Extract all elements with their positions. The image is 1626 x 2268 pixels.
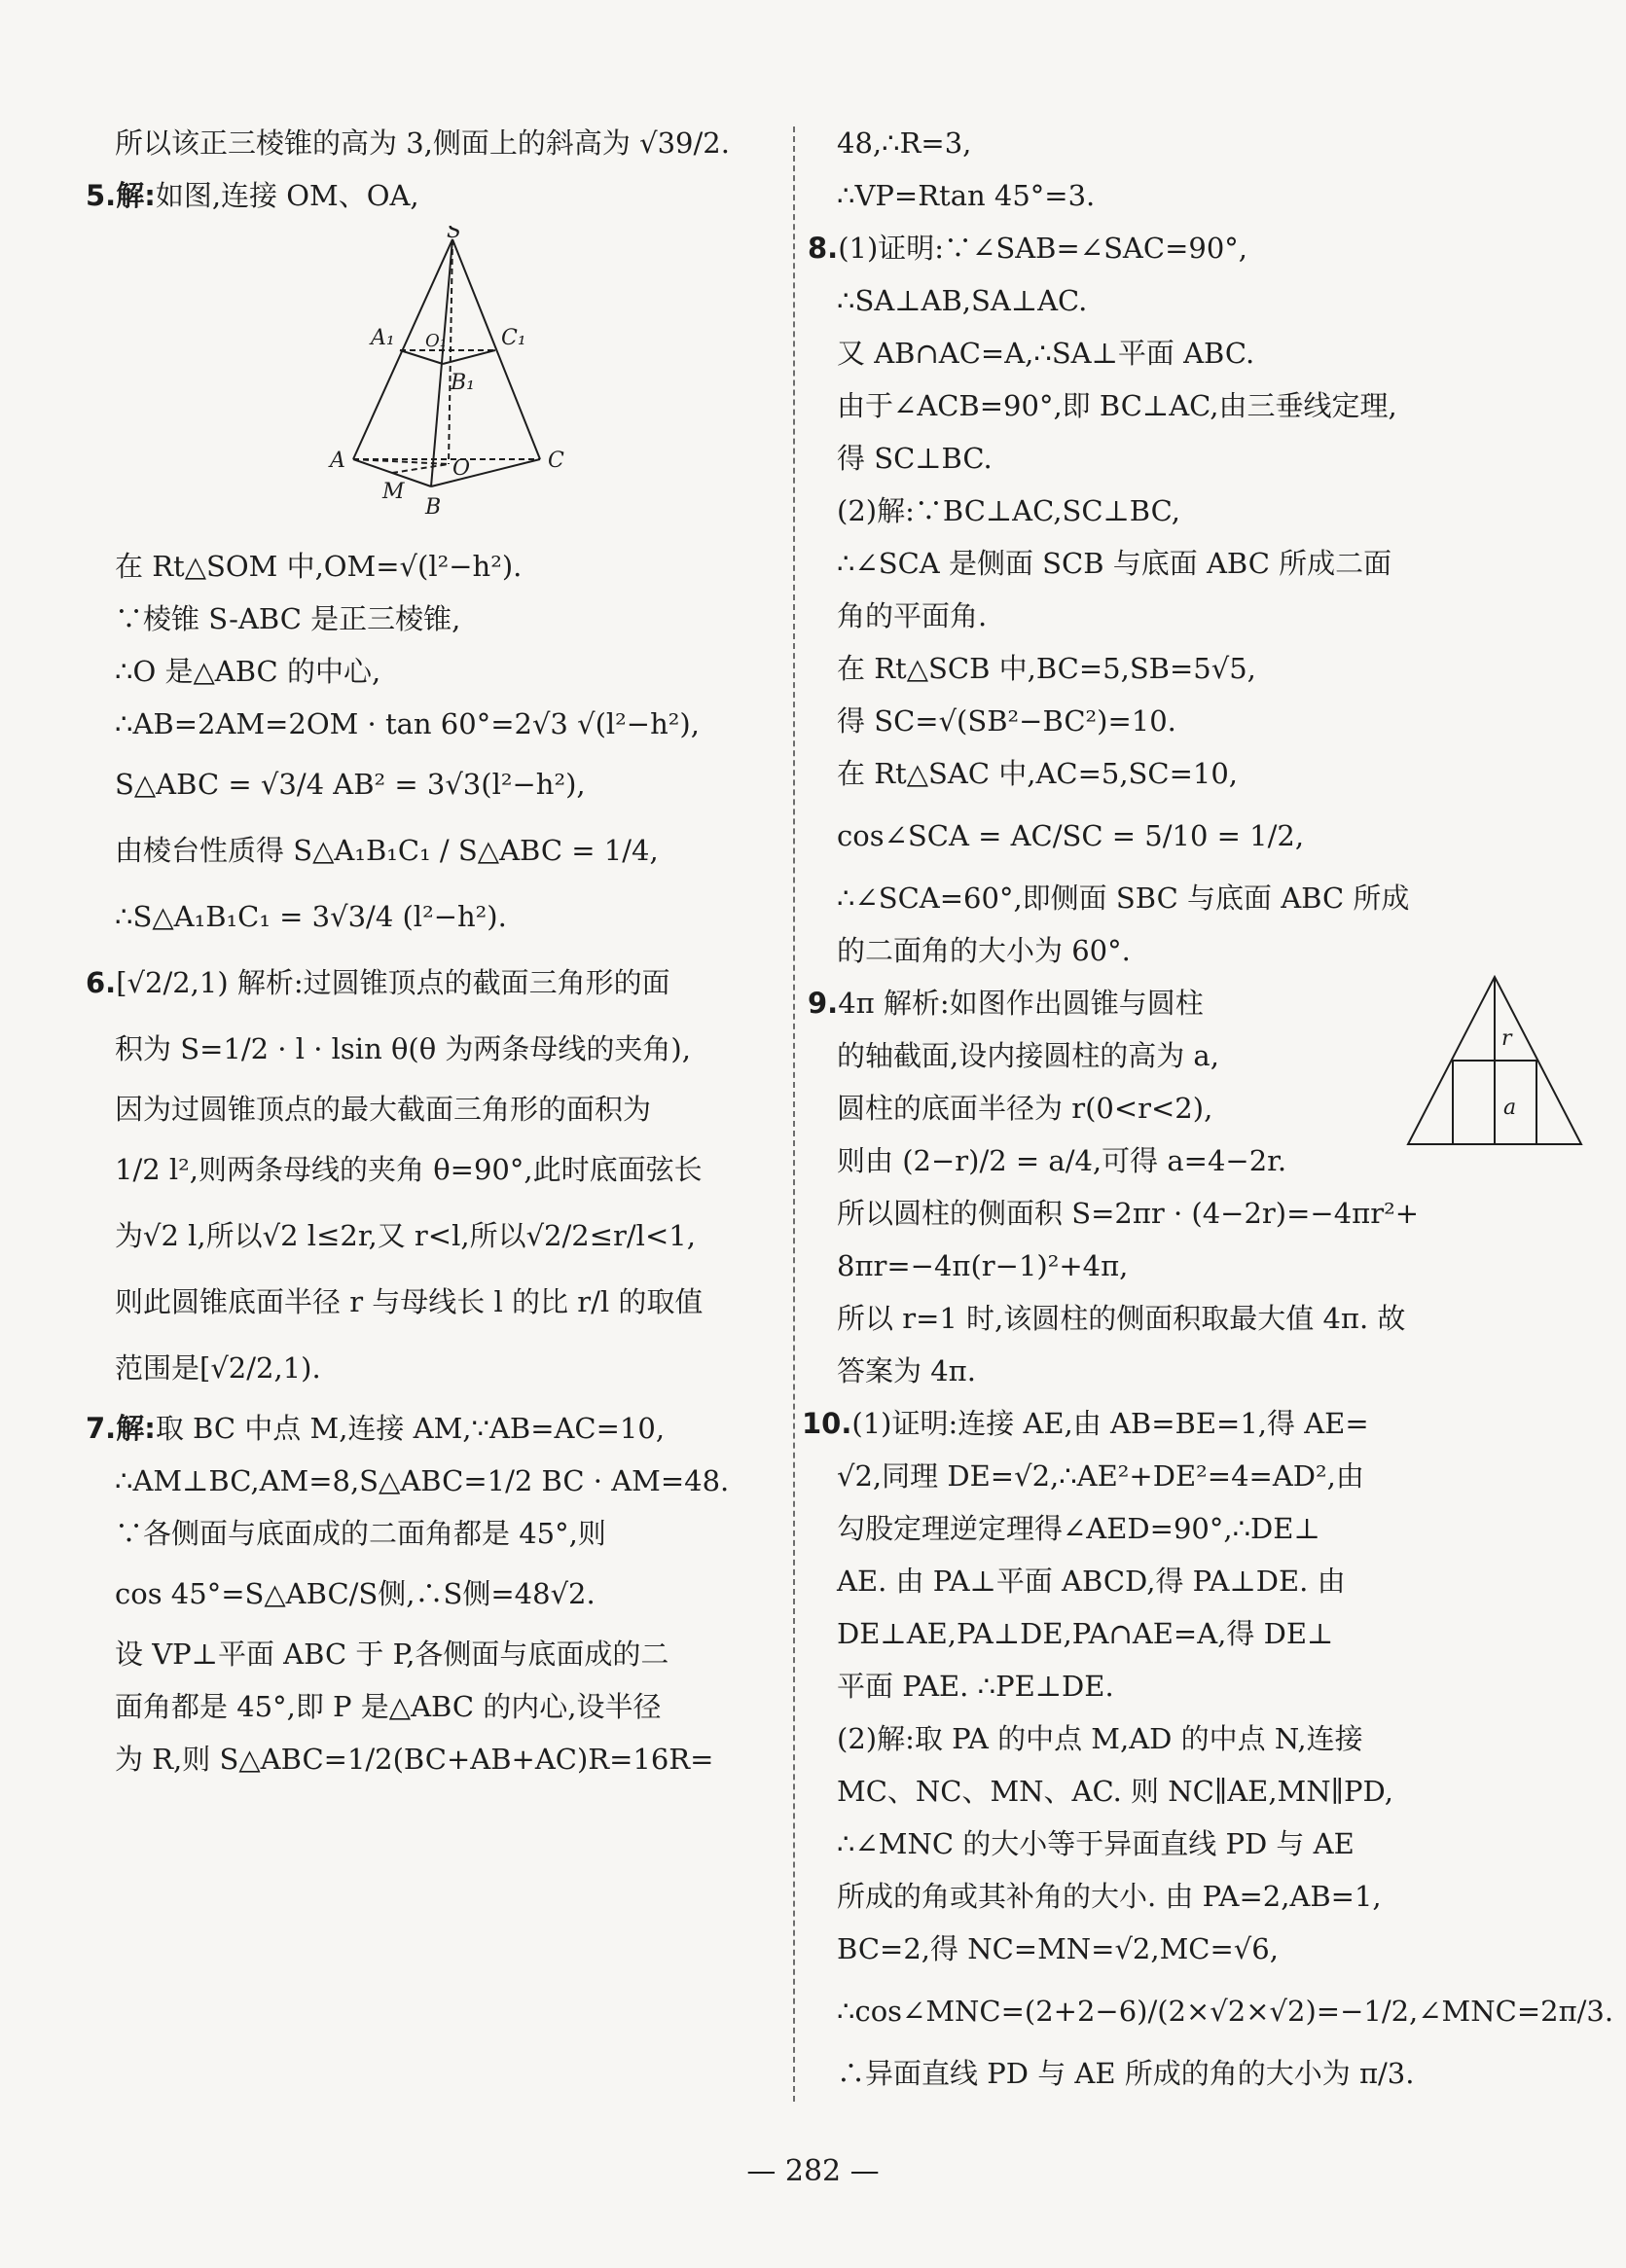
label-r: r [1501,1026,1512,1051]
pyramid-figure [115,226,786,534]
label-a: A [330,449,345,473]
text-line: 得 SC⊥BC. [837,442,993,475]
label-b1: B₁ [451,371,475,395]
text-line: ∴AB=2AM=2OM · tan 60°=2√3 √(l²−h²), [115,707,700,740]
text-line: 由于∠ACB=90°,即 BC⊥AC,由三垂线定理, [837,389,1397,422]
question-7 [86,1402,786,1455]
text-line: (1)证明:连接 AE,由 AB=BE=1,得 AE= [851,1407,1369,1440]
label-a1: A₁ [371,326,395,350]
question-number: 8. [808,232,839,265]
label-s: S [447,226,462,243]
question-number: 6. [86,966,117,999]
segment-om [392,464,449,473]
question-10 [802,1397,1518,1450]
text-line: 勾股定理逆定理得∠AED=90°,∴DE⊥ [837,1512,1320,1545]
text-line: 面角都是 45°,即 P 是△ABC 的内心,设半径 [115,1690,662,1723]
text-line: 48,∴R=3, [837,126,972,160]
question-number: 10. [802,1407,852,1440]
text-line: 的轴截面,设内接圆柱的高为 a, [837,1039,1219,1072]
text-line: ∴∠SCA 是侧面 SCB 与底面 ABC 所成二面 [837,547,1392,580]
text-line: 所以 r=1 时,该圆柱的侧面积取最大值 4π. 故 [837,1302,1406,1335]
text-line: ∴∠SCA=60°,即侧面 SBC 与底面 ABC 所成 [837,882,1410,915]
answer-label: 解: [116,1412,156,1445]
label-c: C [548,449,564,473]
cone-cylinder-diagram [1402,973,1587,1148]
text-line: S△ABC = √3/4 AB² = 3√3(l²−h²), [115,768,586,801]
text-line: DE⊥AE,PA⊥DE,PA∩AE=A,得 DE⊥ [837,1617,1334,1650]
edge-a1b1 [400,350,443,364]
text-line: 在 Rt△SAC 中,AC=5,SC=10, [837,757,1239,790]
text-line: 所成的角或其补角的大小. 由 PA=2,AB=1, [837,1880,1382,1913]
text-line: 答案为 4π. [837,1354,976,1387]
text-line: 又 AB∩AC=A,∴SA⊥平面 ABC. [837,337,1255,370]
question-6 [86,956,786,1009]
text-line: 如图,连接 OM、OA, [155,179,419,212]
text-line: 范围是[√2/2,1). [115,1351,321,1385]
question-number: 9. [808,987,839,1020]
text-line: ∴VP=Rtan 45°=3. [837,179,1096,212]
text-line: ∴S△A₁B₁C₁ = 3√3/4 (l²−h²). [115,900,507,933]
label-b: B [425,495,442,518]
text-line: (2)解:取 PA 的中点 M,AD 的中点 N,连接 [837,1722,1363,1755]
text-line: 则此圆锥底面半径 r 与母线长 l 的比 r/l 的取值 [115,1285,704,1318]
text-line: 8πr=−4π(r−1)²+4π, [837,1249,1129,1282]
text-line: ∵棱锥 S-ABC 是正三棱锥, [115,602,461,635]
text-line: ∴SA⊥AB,SA⊥AC. [837,284,1088,317]
text-line: 角的平面角. [837,599,988,632]
text-line: 圆柱的底面半径为 r(0<r<2), [837,1092,1213,1125]
text-line: ∴AM⊥BC,AM=8,S△ABC=1/2 BC · AM=48. [115,1464,730,1497]
label-c1: C₁ [501,326,526,350]
text-line: 设 VP⊥平面 ABC 于 P,各侧面与底面成的二 [115,1638,669,1671]
text-line: ∴O 是△ABC 的中心, [115,655,381,688]
page-number: — 282 — [746,2154,880,2188]
label-a: a [1503,1096,1517,1120]
text-line: 由棱台性质得 S△A₁B₁C₁ / S△ABC = 1/4, [115,834,659,867]
text-line: 得 SC=√(SB²−BC²)=10. [837,704,1176,738]
text-line: [√2/2,1) 解析:过圆锥顶点的截面三角形的面 [116,966,670,999]
text-line: ∴∠MNC 的大小等于异面直线 PD 与 AE [837,1827,1355,1860]
label-o1: O₁ [425,331,447,351]
text-line: √2,同理 DE=√2,∴AE²+DE²=4=AD²,由 [837,1459,1364,1493]
text-line: MC、NC、MN、AC. 则 NC∥AE,MN∥PD, [837,1775,1393,1808]
question-5 [86,169,786,222]
text-line: 在 Rt△SCB 中,BC=5,SB=5√5, [837,652,1256,685]
text-line: ∴cos∠MNC=(2+2−6)/(2×√2×√2)=−1/2,∠MNC=2π/3. [837,1995,1614,2028]
text-line: AE. 由 PA⊥平面 ABCD,得 PA⊥DE. 由 [837,1565,1346,1598]
text-line: 积为 S=1/2 · l · lsin θ(θ 为两条母线的夹角), [115,1032,691,1065]
text-line: ∴异面直线 PD 与 AE 所成的角的大小为 π/3. [837,2057,1415,2090]
label-o: O [452,456,471,481]
text-line: cos 45°=S△ABC/S侧,∴S侧=48√2. [115,1577,596,1610]
text-line: 为 R,则 S△ABC=1/2(BC+AB+AC)R=16R= [115,1743,714,1776]
question-number: 7. [86,1412,117,1445]
text-line: 的二面角的大小为 60°. [837,934,1131,967]
text-line: 取 BC 中点 M,连接 AM,∵AB=AC=10, [155,1412,666,1445]
pyramid-diagram [324,226,577,518]
text-line: 则由 (2−r)/2 = a/4,可得 a=4−2r. [837,1144,1287,1177]
answer-label: 解: [116,179,156,212]
text-line: 因为过圆锥顶点的最大截面三角形的面积为 [115,1093,652,1126]
text-line: 1/2 l²,则两条母线的夹角 θ=90°,此时底面弦长 [115,1153,703,1186]
label-m: M [382,480,405,504]
edge-sc [452,239,540,459]
edge-bc [431,459,540,486]
question-9 [808,977,1255,1029]
text-line: 所以该正三棱锥的高为 3,侧面上的斜高为 √39/2. [115,126,730,160]
text-line: BC=2,得 NC=MN=√2,MC=√6, [837,1932,1279,1965]
text-line: 平面 PAE. ∴PE⊥DE. [837,1670,1114,1703]
text-line: 在 Rt△SOM 中,OM=√(l²−h²). [115,550,523,583]
text-line: ∵各侧面与底面成的二面角都是 45°,则 [115,1517,606,1550]
text-line: 4π 解析:如图作出圆锥与圆柱 [838,987,1204,1020]
question-number: 5. [86,179,117,212]
cone-cylinder-figure [1402,973,1587,1152]
column-divider [793,126,795,2102]
text-line: 所以圆柱的侧面积 S=2πr · (4−2r)=−4πr²+ [837,1197,1419,1230]
text-line: (1)证明:∵∠SAB=∠SAC=90°, [838,232,1247,265]
question-8 [808,222,1518,274]
left-column [86,117,786,1785]
text-line: (2)解:∵BC⊥AC,SC⊥BC, [837,494,1181,527]
text-line: 为√2 l,所以√2 l≤2r,又 r<l,所以√2/2≤r/l<1, [115,1219,696,1252]
text-line: cos∠SCA = AC/SC = 5/10 = 1/2, [837,819,1305,852]
